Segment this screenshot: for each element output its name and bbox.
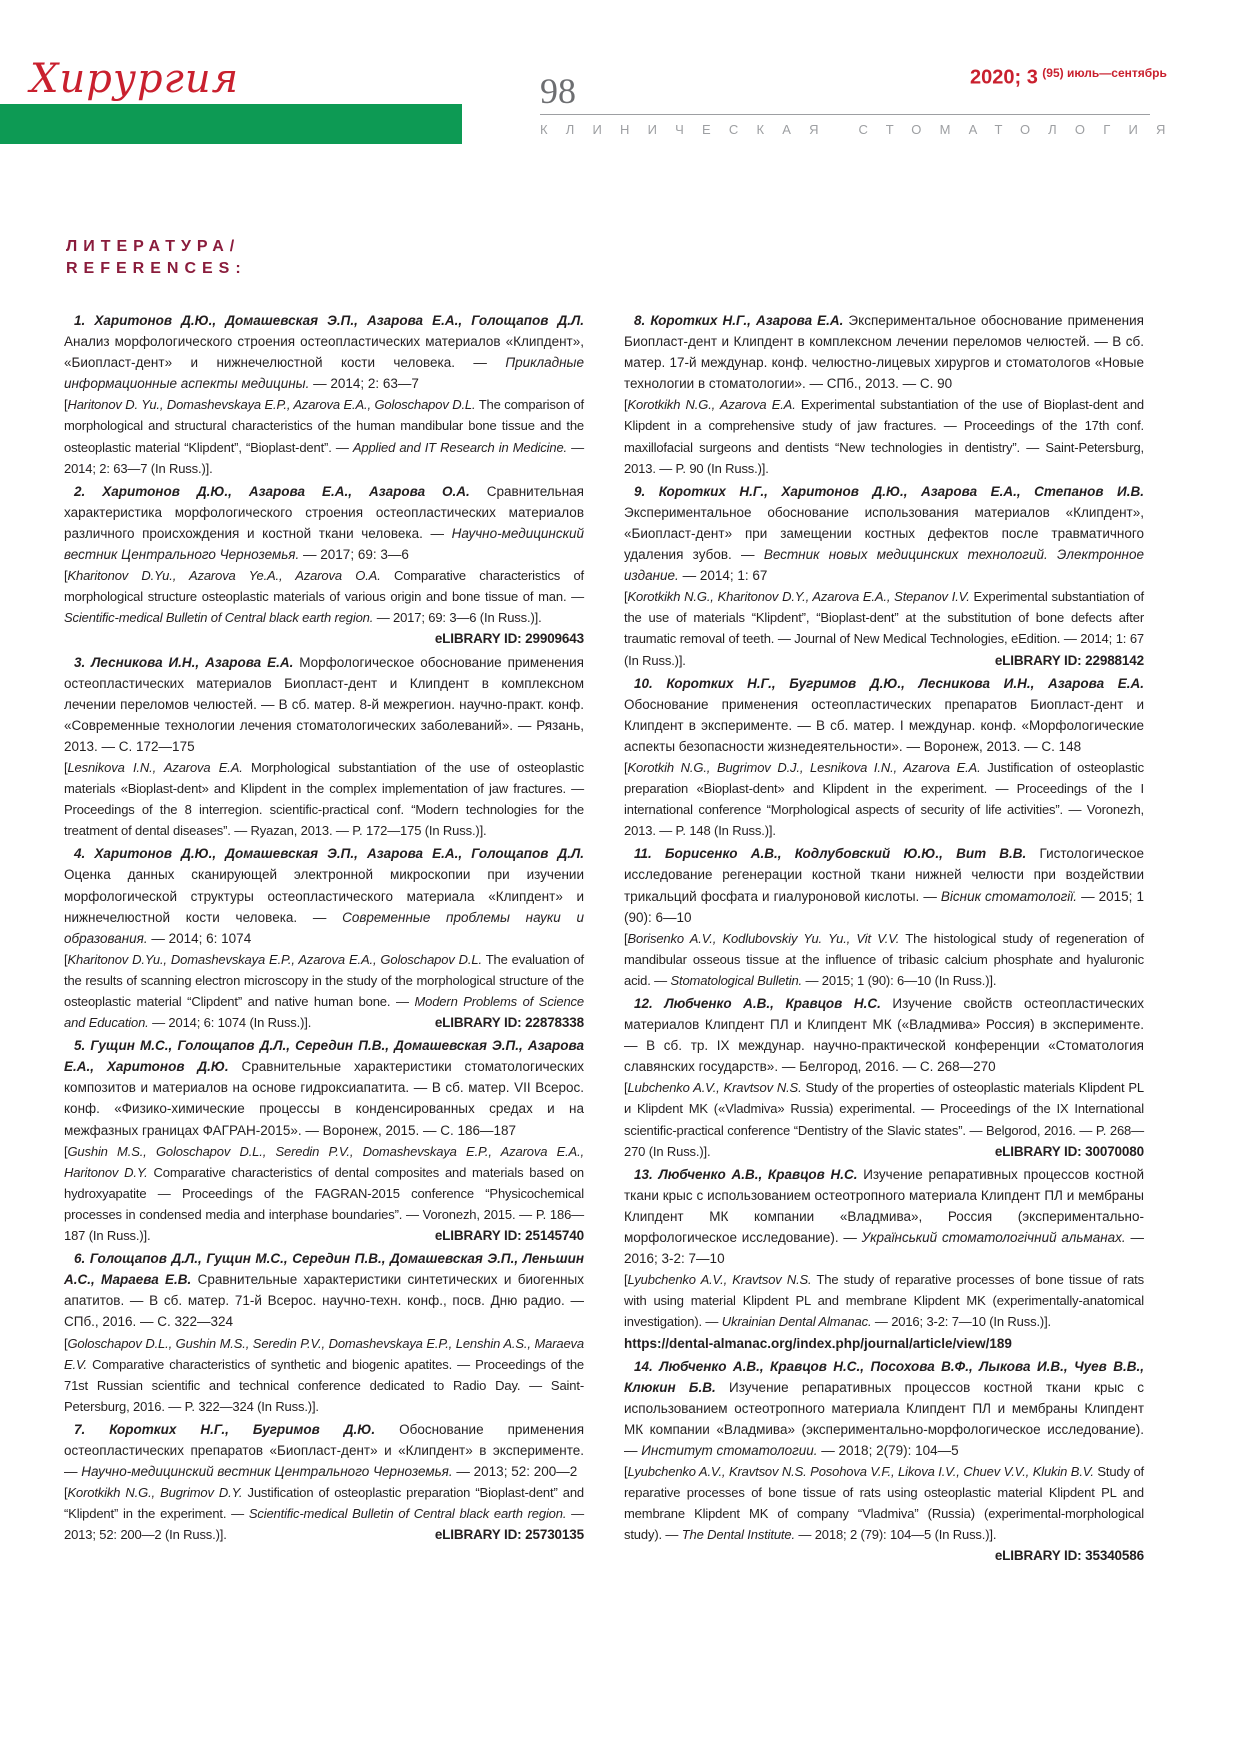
- reference-tail-ru: — 2014; 2: 63—7: [309, 376, 419, 392]
- reference-source-en: Scientific-medical Bulletin of Central black earth region.: [248, 1506, 567, 1522]
- reference-authors-en: Gushin M.S., Goloschapov D.L., Seredin P.V., Domashevskaya E.P., Azarova E.A., Haritonov D.Y.: [64, 1143, 584, 1180]
- reference-authors-ru: Любченко А.В., Кравцов Н.С., Посохова В.Ф., Лыкова И.В., Чуев В.В., Клюкин Б.В.: [624, 1358, 1144, 1395]
- reference-text-en: The comparison of morphological and structural characteristics of the human mandibular bone tissue and the osteoplastic material “Klipdent”, “Bioplast-dent”. —: [64, 397, 584, 455]
- reference-source-ru: Научно-медицинский вестник Центрального Черноземья.: [81, 1464, 453, 1480]
- reference-ru: [64, 1419, 584, 1482]
- issue-year: 2020; 3: [970, 66, 1038, 89]
- reference-text-ru: Сравнительные характеристики синтетических и биогенных апатитов. — В сб. матер. 71-й Всерос. научно-техн. конф., посв. Дню радио. — СПб., 2016. — С. 322—324: [64, 1272, 584, 1330]
- reference-tail-en: — 2014; 6: 1074 (In Russ.)].: [148, 1015, 312, 1031]
- reference-text-ru: Обоснование применения остеопластических препаратов Биопласт-дент и Клипдент в эксперименте. — В сб. матер. I междунар. конф. «Морфологические аспекты безопасности жизнедеятельности». — Воронеж, 2013. — С. 148: [624, 696, 1144, 754]
- reference-text-en: Morphological substantiation of the use of osteoplastic materials «Bioplast-dent» and Klipdent in the complex implementation of jaw fractures. — Proceedings of the 8 interregion. scientific-practical conf. “Modern technologies for the treatment of dental diseases”. — Ryazan, 2013. — P. 172—175 (In Russ.)].: [64, 759, 584, 839]
- reference-authors-ru: Борисенко А.В., Кодлубовский Ю.Ю., Вит В.В.: [664, 846, 1027, 862]
- reference-authors-en: Haritonov D. Yu., Domashevskaya E.P., Azarova E.A., Goloschapov D.L.: [67, 397, 476, 413]
- elibrary-id: eLIBRARY ID: 30070080: [994, 1143, 1144, 1159]
- reference-text-ru: Обоснование применения остеопластических препаратов «Биопласт-дент» и «Клипдент» в эксперименте. —: [64, 1421, 585, 1480]
- reference-tail-en: — 2013; 52: 200—2 (In Russ.)].: [64, 1506, 584, 1543]
- reference-tail-ru: — 2016; 3-2: 7—10: [624, 1230, 1144, 1267]
- reference-en: [Korotkikh N.G., Bugrimov D.Y. Justification of osteoplastic preparation “Bioplast-dent” and “Klipdent” in the experiment. — Scientific-medical Bulletin of Central black earth region. — 2013; 52: 200—2 (In Russ.)]. eLIBRARY ID: 25730135: [64, 1482, 584, 1545]
- reference-source-ru: Современные проблемы науки и образования.: [64, 909, 584, 946]
- reference-tail-en: — 2014; 2: 63—7 (In Russ.)].: [64, 439, 584, 476]
- reference-authors-en: Korotkikh N.G., Bugrimov D.Y.: [67, 1485, 243, 1501]
- reference-text-ru: Экспериментальное обоснование применения Биопласт-дент и Клипдент в комплексном лечении переломов челюстей. — В сб. матер. 17-й междунар. конф. челюстно-лицевых хирургов и стоматологов «Новые технологии в стоматологии». — СПб., 2013. — С. 90: [624, 313, 1144, 392]
- reference-source-en: Applied and IT Research in Medicine.: [352, 439, 567, 455]
- reference-number: 7.: [74, 1421, 110, 1437]
- reference-text-ru: Анализ морфологического строения остеопластических материалов «Клипдент», «Биопласт-дент» и нижнечелюстной кости человека. —: [64, 334, 584, 371]
- reference-ru: [624, 843, 1144, 927]
- reference-item: [64, 481, 584, 650]
- reference-number: 4.: [74, 846, 95, 862]
- reference-text-en: Study of reparative processes of bone tissue of rats using osteoplastic material Klipdent PL and membrane Klipdent MK of company “Vladmiva” (Russia) (experimental-morphological study). —: [624, 1464, 1144, 1543]
- reference-text-en: The histological study of regeneration of mandibular osseous tissue at the influence of tribasic calcium phosphate and hyaluronic acid. —: [624, 930, 1145, 988]
- reference-authors-en: Goloschapov D.L., Gushin M.S., Seredin P.V., Domashevskaya E.P., Lenshin A.S., Maraeva E.V.: [64, 1335, 584, 1372]
- references-heading: [66, 236, 247, 280]
- reference-authors-en: Lyubchenko A.V., Kravtsov N.S.: [627, 1272, 812, 1288]
- reference-authors-en: Korotkih N.G., Bugrimov D.J., Lesnikova I.N., Azarova E.A.: [627, 759, 981, 775]
- reference-tail-ru: — 2015; 1 (90): 6—10: [624, 888, 1145, 925]
- reference-ru: [64, 652, 584, 757]
- reference-url: https://dental-almanac.org/index.php/journal/article/view/189: [624, 1335, 1012, 1351]
- reference-item: [624, 993, 1144, 1162]
- reference-authors-en: Lyubchenko A.V., Kravtsov N.S. Posohova V.F., Likova I.V., Chuev V.V., Klukin B.V.: [627, 1464, 1094, 1480]
- reference-number: 12.: [634, 996, 665, 1011]
- issue-info: [970, 66, 1167, 89]
- reference-number: 8.: [634, 313, 651, 328]
- reference-item: [624, 1164, 1144, 1354]
- reference-ru: [64, 1248, 584, 1332]
- reference-tail-ru: — 2014; 1: 67: [678, 568, 768, 584]
- reference-number: 10.: [634, 675, 667, 691]
- reference-en: [Lyubchenko A.V., Kravtsov N.S. The study of reparative processes of bone tissue of rats with using material Klipdent PL and membrane Klipdent MK (experimentally-anatomical investigation). — Ukrainian Dental Almanac. — 2016; 3-2: 7—10 (In Russ.)].: [624, 1272, 1144, 1330]
- reference-source-ru: Вісник стоматології.: [940, 888, 1078, 904]
- reference-authors-en: Borisenko A.V., Kodlubovskiy Yu. Yu., Vit V.V.: [627, 930, 900, 946]
- reference-source-en: Scientific-medical Bulletin of Central black earth region.: [64, 610, 374, 626]
- reference-ru: [64, 481, 584, 565]
- reference-authors-en: Lesnikova I.N., Azarova E.A.: [67, 759, 243, 775]
- elibrary-id: eLIBRARY ID: 25730135: [434, 1527, 584, 1543]
- elibrary-id: eLIBRARY ID: 35340586: [994, 1548, 1144, 1564]
- reference-number: 5.: [74, 1038, 91, 1054]
- reference-item: [64, 843, 584, 1033]
- reference-authors-ru: Коротких Н.Г., Азарова Е.А.: [650, 313, 844, 328]
- reference-authors-ru: Лесникова И.Н., Азарова Е.А.: [91, 654, 294, 670]
- reference-tail-ru: — 2018; 2(79): 104—5: [817, 1442, 959, 1458]
- reference-ru: [64, 310, 584, 394]
- reference-item: [64, 310, 584, 479]
- reference-text-ru: Изучение репаративных процессов костной ткани крыс с использованием остеотропного материала Клипдент ПЛ и мембраны Клипдент МК компании «Владмива», Россия (экспериментально-морфологическое исследование). —: [624, 1166, 1144, 1246]
- reference-en: [Korotkikh N.G., Azarova E.A. Experimental substantiation of the use of Bioplast-dent and Klipdent in a comprehensive study of jaw fractures. — Proceedings of the 17th conf. maxillofacial surgeons and dentists “New technologies in dentistry”. — Saint-Petersburg, 2013. — P. 90 (In Russ.)].: [624, 397, 1144, 476]
- section-band: [0, 104, 462, 144]
- reference-text-en: The evaluation of the results of scanning electron microscopy in the study of the morphological structure of the osteoplastic material “Clipdent” and native human bone. —: [64, 951, 584, 1009]
- reference-item: [624, 310, 1144, 479]
- reference-number: 14.: [634, 1358, 660, 1374]
- reference-authors-ru: Коротких Н.Г., Харитонов Д.Ю., Азарова Е.А., Степанов И.В.: [658, 483, 1144, 499]
- reference-url-line: [624, 1333, 1144, 1354]
- reference-en: [Gushin M.S., Goloschapov D.L., Seredin P.V., Domashevskaya E.P., Azarova E.A., Haritonov D.Y. Comparative characteristics of dental composites and materials based on hydroxyapatite — Proceedings of the FAGRAN-2015 conference “Physicochemical processes in condensed media and interphase boundaries”. — Voronezh, 2015. — P. 186—187 (In Russ.)]. eLIBRARY ID: 25145740: [64, 1141, 584, 1246]
- section-title: Хирургия: [30, 56, 240, 102]
- reference-tail-ru: — 2014; 6: 1074: [147, 930, 252, 946]
- reference-en: [Haritonov D. Yu., Domashevskaya E.P., Azarova E.A., Goloschapov D.L. The comparison of morphological and structural characteristics of the human mandibular bone tissue and the osteoplastic material “Klipdent”, “Bioplast-dent”. — Applied and IT Research in Medicine. — 2014; 2: 63—7 (In Russ.)].: [64, 397, 584, 476]
- references-heading-en: REFERENCES:: [66, 260, 247, 277]
- reference-source-ru: Вестник новых медицинских технологий. Электронное издание.: [624, 547, 1144, 584]
- elibrary-id: eLIBRARY ID: 22878338: [434, 1015, 584, 1031]
- reference-ru: [624, 310, 1144, 394]
- reference-ru: [64, 843, 584, 948]
- reference-en: [Lyubchenko A.V., Kravtsov N.S. Posohova V.F., Likova I.V., Chuev V.V., Klukin B.V. Study of reparative processes of bone tissue of rats using osteoplastic material Klipdent PL and membrane Klipdent MK of company “Vladmiva” (Russia) (experimental-morphological study). — The Dental Institute. — 2018; 2 (79): 104—5 (In Russ.)]. eLIBRARY ID: 35340586: [624, 1461, 1144, 1545]
- reference-item: [624, 673, 1144, 842]
- reference-authors-ru: Любченко А.В., Кравцов Н.С.: [664, 996, 881, 1011]
- reference-ru: [624, 1356, 1144, 1461]
- reference-text-ru: Изучение репаративных процессов костной ткани крыс с использованием остеотропного материала Клипдент ПЛ и мембраны Клипдент МК компании «Владмива» (экспериментально-морфологическое исследование). —: [624, 1379, 1144, 1458]
- reference-authors-ru: Голощапов Д.Л., Гущин М.С., Середин П.В., Домашевская Э.П., Леньшин А.С., Мараева Е.В.: [64, 1251, 585, 1288]
- reference-en: [Korotkikh N.G., Kharitonov D.Y., Azarova E.A., Stepanov I.V. Experimental substantiation of the use of materials “Klipdent”, “Bioplast-dent” at the substitution of bone defects after traumatic removal of teeth. — Journal of New Medical Technologies, eEdition. — 2014; 1: 67 (In Russ.)]. eLIBRARY ID: 22988142: [624, 586, 1144, 670]
- reference-en: [Goloschapov D.L., Gushin M.S., Seredin P.V., Domashevskaya E.P., Lenshin A.S., Maraeva E.V. Comparative characteristics of synthetic and biogenic apatites. — Proceedings of the 71st Russian scientific and technical conference dedicated to Radio Day. — Saint-Petersburg, 2016. — P. 322—324 (In Russ.)].: [64, 1335, 584, 1414]
- references-column-left: [64, 310, 584, 1547]
- elibrary-id: eLIBRARY ID: 29909643: [434, 631, 584, 647]
- reference-authors-ru: Харитонов Д.Ю., Азарова Е.А., Азарова О.А.: [102, 483, 470, 499]
- reference-tail-en: — 2018; 2 (79): 104—5 (In Russ.)].: [794, 1527, 997, 1543]
- reference-en: [Korotkih N.G., Bugrimov D.J., Lesnikova I.N., Azarova E.A. Justification of osteoplastic preparation «Bioplast-dent» and Klipdent in the experiment. — Proceedings of the I international conference “Morphological aspects of security of life activities”. — Voronezh, 2013. — P. 148 (In Russ.)].: [624, 759, 1144, 839]
- elibrary-id: eLIBRARY ID: 25145740: [434, 1228, 584, 1244]
- reference-text-ru: Морфологическое обоснование применения остеопластических материалов Биопласт-дент и Клипдент в комплексном лечении переломов челюстей. — В сб. матер. 8-й межрегион. научно-практ. конф. «Современные технологии лечения стоматологических заболеваний». — Рязань, 2013. — С. 172—175: [64, 654, 584, 754]
- reference-item: [64, 1419, 584, 1546]
- reference-item: [624, 481, 1144, 671]
- reference-tail-en: — 2016; 3-2: 7—10 (In Russ.)].: [871, 1314, 1052, 1330]
- reference-number: 1.: [74, 313, 95, 328]
- reference-text-en: The study of reparative processes of bone tissue of rats with using material Klipdent PL and membrane Klipdent MK (experimentally-anatomical investigation). —: [624, 1272, 1144, 1330]
- reference-source-en: The Dental Institute.: [681, 1527, 795, 1543]
- reference-ru: [64, 1035, 584, 1140]
- reference-authors-ru: Харитонов Д.Ю., Домашевская Э.П., Азарова Е.А., Голощапов Д.Л.: [94, 313, 585, 328]
- reference-authors-en: Korotkikh N.G., Kharitonov D.Y., Azarova E.A., Stepanov I.V.: [627, 589, 970, 605]
- reference-text-ru: Изучение свойств остеопластических материалов Клипдент ПЛ и Клипдент МК («Владмива» Россия) в эксперименте. — В сб. тр. IX междунар. научно-практической конференции «Стоматология славянских государств». — Белгород, 2016. — С. 268—270: [624, 996, 1144, 1075]
- reference-text-ru: Оценка данных сканирующей электронной микроскопии при изучении морфологической структуры остеопластического материала «Клипдент» и нижнечелюстной кости человека. —: [64, 867, 584, 925]
- reference-tail-ru: — 2013; 52: 200—2: [452, 1464, 578, 1480]
- reference-text-ru: Экспериментальное обоснование использования материалов «Клипдент», «Биопласт-дент» при замещении костных дефектов после травматичного удаления зубов. —: [624, 504, 1144, 563]
- reference-source-ru: Научно-медицинский вестник Центрального Черноземья.: [64, 525, 584, 563]
- reference-authors-en: Kharitonov D.Yu., Domashevskaya E.P., Azarova E.A., Goloschapov D.L.: [67, 951, 482, 967]
- reference-authors-ru: Любченко А.В., Кравцов Н.С.: [658, 1166, 858, 1182]
- reference-ru: [624, 1164, 1144, 1269]
- reference-en: [Lubchenko A.V., Kravtsov N.S. Study of the properties of osteoplastic materials Klipdent PL и Klipdent MK («Vladmiva» Russia) experimental. — Proceedings of the IX International scientific-practical conference “Dentistry of the Slavic states”. — Belgorod, 2016. — P. 268—270 (In Russ.)]. eLIBRARY ID: 30070080: [624, 1077, 1144, 1161]
- references-column-right: [624, 310, 1144, 1569]
- reference-source-en: Modern Problems of Science and Education.: [64, 994, 584, 1031]
- reference-authors-ru: Гущин М.С., Голощапов Д.Л., Середин П.В., Домашевская Э.П., Азарова Е.А., Харитонов Д.Ю.: [64, 1038, 584, 1075]
- reference-item: [624, 1356, 1144, 1567]
- reference-ru: [624, 993, 1144, 1077]
- reference-text-en: Justification of osteoplastic preparation “Bioplast-dent” and “Klipdent” in the experiment. —: [64, 1485, 584, 1522]
- reference-source-ru: Прикладные информационные аспекты медицины.: [64, 355, 584, 392]
- reference-en: [Borisenko A.V., Kodlubovskiy Yu. Yu., Vit V.V. The histological study of regeneration of mandibular osseous tissue at the influence of tribasic calcium phosphate and hyaluronic acid. — Stomatological Bulletin. — 2015; 1 (90): 6—10 (In Russ.)].: [624, 930, 1145, 988]
- references-heading-ru: ЛИТЕРАТУРА/: [66, 238, 241, 255]
- reference-text-en: Comparative characteristics of synthetic and biogenic apatites. — Proceedings of the 71st Russian scientific and technical conference dedicated to Radio Day. — Saint-Petersburg, 2016. — P. 322—324 (In Russ.)].: [64, 1356, 584, 1414]
- reference-authors-en: Korotkikh N.G., Azarova E.A.: [627, 397, 796, 413]
- reference-number: 11.: [634, 846, 665, 862]
- reference-number: 9.: [634, 483, 659, 499]
- reference-text-ru: Сравнительная характеристика морфологического строения остеопластических материалов различного происхождения и костной ткани человека. —: [64, 483, 584, 541]
- elibrary-id: eLIBRARY ID: 22988142: [994, 652, 1144, 668]
- reference-text-en: Experimental substantiation of the use of Bioplast-dent and Klipdent in a comprehensive study of jaw fractures. — Proceedings of the 17th conf. maxillofacial surgeons and dentists “New technologies in dentistry”. — Saint-Petersburg, 2013. — P. 90 (In Russ.)].: [624, 397, 1144, 476]
- reference-text-en: Comparative characteristics of dental composites and materials based on hydroxyapatite — Proceedings of the FAGRAN-2015 conference “Physicochemical processes in condensed media and interphase boundaries”. — Voronezh, 2015. — P. 186—187 (In Russ.)].: [64, 1164, 584, 1244]
- reference-authors-ru: Коротких Н.Г., Бугримов Д.Ю.: [109, 1421, 376, 1437]
- reference-source-ru: Институт стоматологии.: [641, 1442, 818, 1458]
- reference-text-en: Comparative characteristics of morphological structure osteoplastic materials of various origin and bone tissue of man. —: [64, 568, 584, 605]
- reference-source-en: Ukrainian Dental Almanac.: [721, 1314, 872, 1330]
- reference-tail-ru: — 2017; 69: 3—6: [299, 547, 409, 563]
- reference-number: 13.: [634, 1166, 659, 1182]
- reference-text-en: Justification of osteoplastic preparation «Bioplast-dent» and Klipdent in the experiment. — Proceedings of the I international conference “Morphological aspects of security of life activities”. — Voronezh, 2013. — P. 148 (In Russ.)].: [624, 759, 1144, 839]
- reference-item: [64, 652, 584, 842]
- reference-authors-ru: Харитонов Д.Ю., Домашевская Э.П., Азарова Е.А., Голощапов Д.Л.: [94, 846, 585, 862]
- header-rule: [540, 114, 1150, 115]
- journal-name: КЛИНИЧЕСКАЯ СТОМАТОЛОГИЯ: [540, 122, 1184, 137]
- reference-text-ru: Сравнительные характеристики стоматологических композитов и материалов на основе гидроксиапатита. — В сб. матер. VII Всерос. конф. «Физико-химические процессы в конденсированных средах и на межфазных границах ФАГРАН-2015». — Воронеж, 2015. — С. 186—187: [64, 1059, 584, 1138]
- reference-en: [Lesnikova I.N., Azarova E.A. Morphological substantiation of the use of osteoplastic materials «Bioplast-dent» and Klipdent in the complex implementation of jaw fractures. — Proceedings of the 8 interregion. scientific-practical conf. “Modern technologies for the treatment of dental diseases”. — Ryazan, 2013. — P. 172—175 (In Russ.)].: [64, 759, 584, 839]
- reference-source-en: Stomatological Bulletin.: [670, 972, 803, 988]
- reference-text-en: Experimental substantiation of the use of materials “Klipdent”, “Bioplast-dent” at the substitution of bone defects after traumatic removal of teeth. — Journal of New Medical Technologies, eEdition. — 2014; 1: 67 (In Russ.)].: [624, 589, 1144, 668]
- reference-ru: [624, 481, 1144, 586]
- reference-tail-en: — 2017; 69: 3—6 (In Russ.)].: [373, 610, 542, 626]
- reference-item: [64, 1248, 584, 1417]
- reference-text-en: Study of the properties of osteoplastic materials Klipdent PL и Klipdent MK («Vladmiva» Russia) experimental. — Proceedings of the IX International scientific-practical conference “Dentistry of the Slavic states”. — Belgorod, 2016. — P. 268—270 (In Russ.)].: [624, 1080, 1144, 1159]
- reference-number: 6.: [74, 1251, 90, 1267]
- reference-number: 3.: [74, 654, 92, 670]
- reference-item: [64, 1035, 584, 1246]
- reference-authors-ru: Коротких Н.Г., Бугримов Д.Ю., Лесникова И.Н., Азарова Е.А.: [666, 675, 1144, 691]
- reference-number: 2.: [74, 483, 103, 499]
- reference-authors-en: Kharitonov D.Yu., Azarova Ye.A., Azarova O.A.: [67, 568, 381, 584]
- reference-text-ru: Гистологическое исследование регенерации костной ткани нижней челюсти при воздействии трикальций фосфата и гиалуроновой кислоты. —: [624, 846, 1144, 904]
- issue-period: (95) июль—сентябрь: [1042, 66, 1167, 80]
- reference-item: [624, 843, 1144, 991]
- reference-en: [Kharitonov D.Yu., Domashevskaya E.P., Azarova E.A., Goloschapov D.L. The evaluation of the results of scanning electron microscopy in the study of the morphological structure of the osteoplastic material “Clipdent” and native human bone. — Modern Problems of Science and Education. — 2014; 6: 1074 (In Russ.)]. eLIBRARY ID: 22878338: [64, 949, 584, 1033]
- page-number: 98: [540, 71, 576, 111]
- reference-ru: [624, 673, 1144, 757]
- reference-source-ru: Український стоматологічний альманах.: [861, 1230, 1126, 1246]
- reference-en: [Kharitonov D.Yu., Azarova Ye.A., Azarova O.A. Comparative characteristics of morphological structure osteoplastic materials of various origin and bone tissue of man. — Scientific-medical Bulletin of Central black earth region. — 2017; 69: 3—6 (In Russ.)]. eLIBRARY ID: 29909643: [64, 565, 584, 628]
- reference-tail-en: — 2015; 1 (90): 6—10 (In Russ.)].: [802, 972, 997, 988]
- reference-authors-en: Lubchenko A.V., Kravtsov N.S.: [627, 1080, 802, 1096]
